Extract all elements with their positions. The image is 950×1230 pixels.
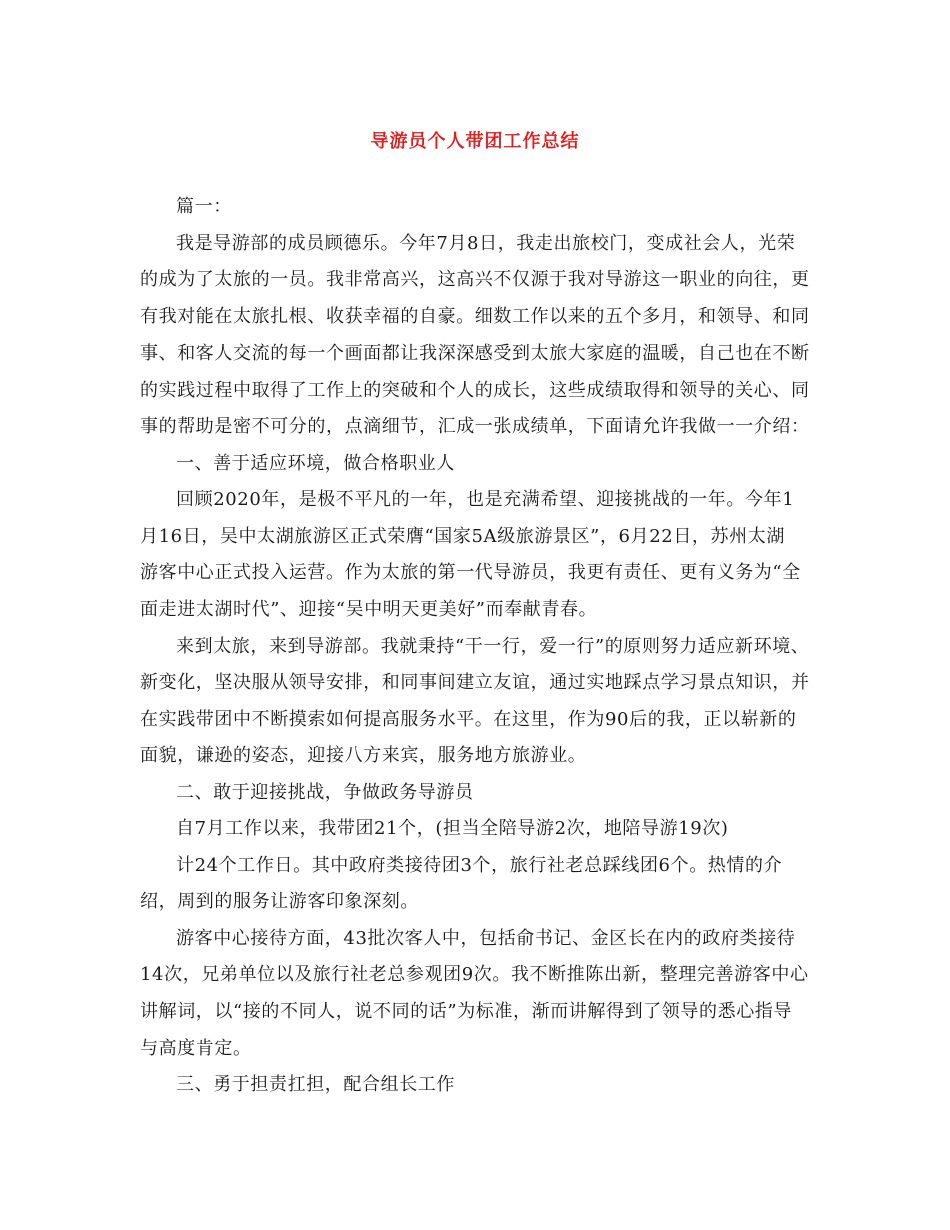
paragraph-line: 游客中心接待方面，43批次客人中，包括俞书记、金区长在内的政府类接待 xyxy=(176,928,796,949)
paragraph-line: 面貌，谦逊的姿态，迎接八方来宾，服务地方旅游业。 xyxy=(140,745,587,766)
section-label-part-one: 篇一： xyxy=(176,196,232,217)
paragraph-line: 绍，周到的服务让游客印象深刻。 xyxy=(140,891,419,912)
paragraph-line: 游客中心正式投入运营。作为太旅的第一代导游员，我更有责任、更有义务为“全 xyxy=(140,562,801,583)
paragraph-line: 的实践过程中取得了工作上的突破和个人的成长，这些成绩取得和领导的关心、同 xyxy=(140,380,810,401)
paragraph-line: 在实践带团中不断摸索如何提高服务水平。在这里，作为90后的我，正以崭新的 xyxy=(140,709,797,730)
paragraph-line: 面走进太湖时代”、迎接“吴中明天更美好”而奉献青春。 xyxy=(140,599,598,620)
paragraph-line: 回顾2020年，是极不平凡的一年，也是充满希望、迎接挑战的一年。今年1 xyxy=(176,489,795,510)
paragraph-line: 新变化，坚决服从领导安排，和同事间建立友谊，通过实地踩点学习景点知识，并 xyxy=(140,672,810,693)
paragraph-line: 与高度肯定。 xyxy=(140,1038,252,1059)
paragraph-line: 我是导游部的成员顾德乐。今年7月8日，我走出旅校门，变成社会人，光荣 xyxy=(176,233,796,254)
paragraph-line: 月16日，吴中太湖旅游区正式荣膺“国家5A级旅游景区”，6月22日，苏州太湖 xyxy=(140,526,785,547)
section-heading-three: 三、勇于担责扛担，配合组长工作 xyxy=(176,1074,455,1095)
paragraph-line: 事的帮助是密不可分的，点滴细节，汇成一张成绩单，下面请允许我做一一介绍： xyxy=(140,416,810,437)
paragraph-line: 14次，兄弟单位以及旅行社老总参观团9次。我不断推陈出新，整理完善游客中心 xyxy=(140,964,809,985)
paragraph-line: 计24个工作日。其中政府类接待团3个，旅行社老总踩线团6个。热情的介 xyxy=(176,855,783,876)
paragraph-line: 有我对能在太旅扎根、收获幸福的自豪。细数工作以来的五个多月，和领导、和同 xyxy=(140,306,810,327)
section-heading-one: 一、善于适应环境，做合格职业人 xyxy=(176,453,455,474)
paragraph-line: 自7月工作以来，我带团21个，(担当全陪导游2次，地陪导游19次) xyxy=(176,818,729,839)
paragraph-line: 来到太旅，来到导游部。我就秉持“干一行，爱一行”的原则努力适应新环境、 xyxy=(176,636,810,657)
paragraph-line: 事、和客人交流的每一个画面都让我深深感受到太旅大家庭的温暖，自己也在不断 xyxy=(140,343,810,364)
paragraph-line: 讲解词，以“接的不同人，说不同的话”为标准，渐而讲解得到了领导的悉心指导 xyxy=(140,1001,793,1022)
section-heading-two: 二、敢于迎接挑战，争做政务导游员 xyxy=(176,782,474,803)
document-title: 导游员个人带团工作总结 xyxy=(370,131,580,152)
paragraph-line: 的成为了太旅的一员。我非常高兴，这高兴不仅源于我对导游这一职业的向往，更 xyxy=(140,269,810,290)
